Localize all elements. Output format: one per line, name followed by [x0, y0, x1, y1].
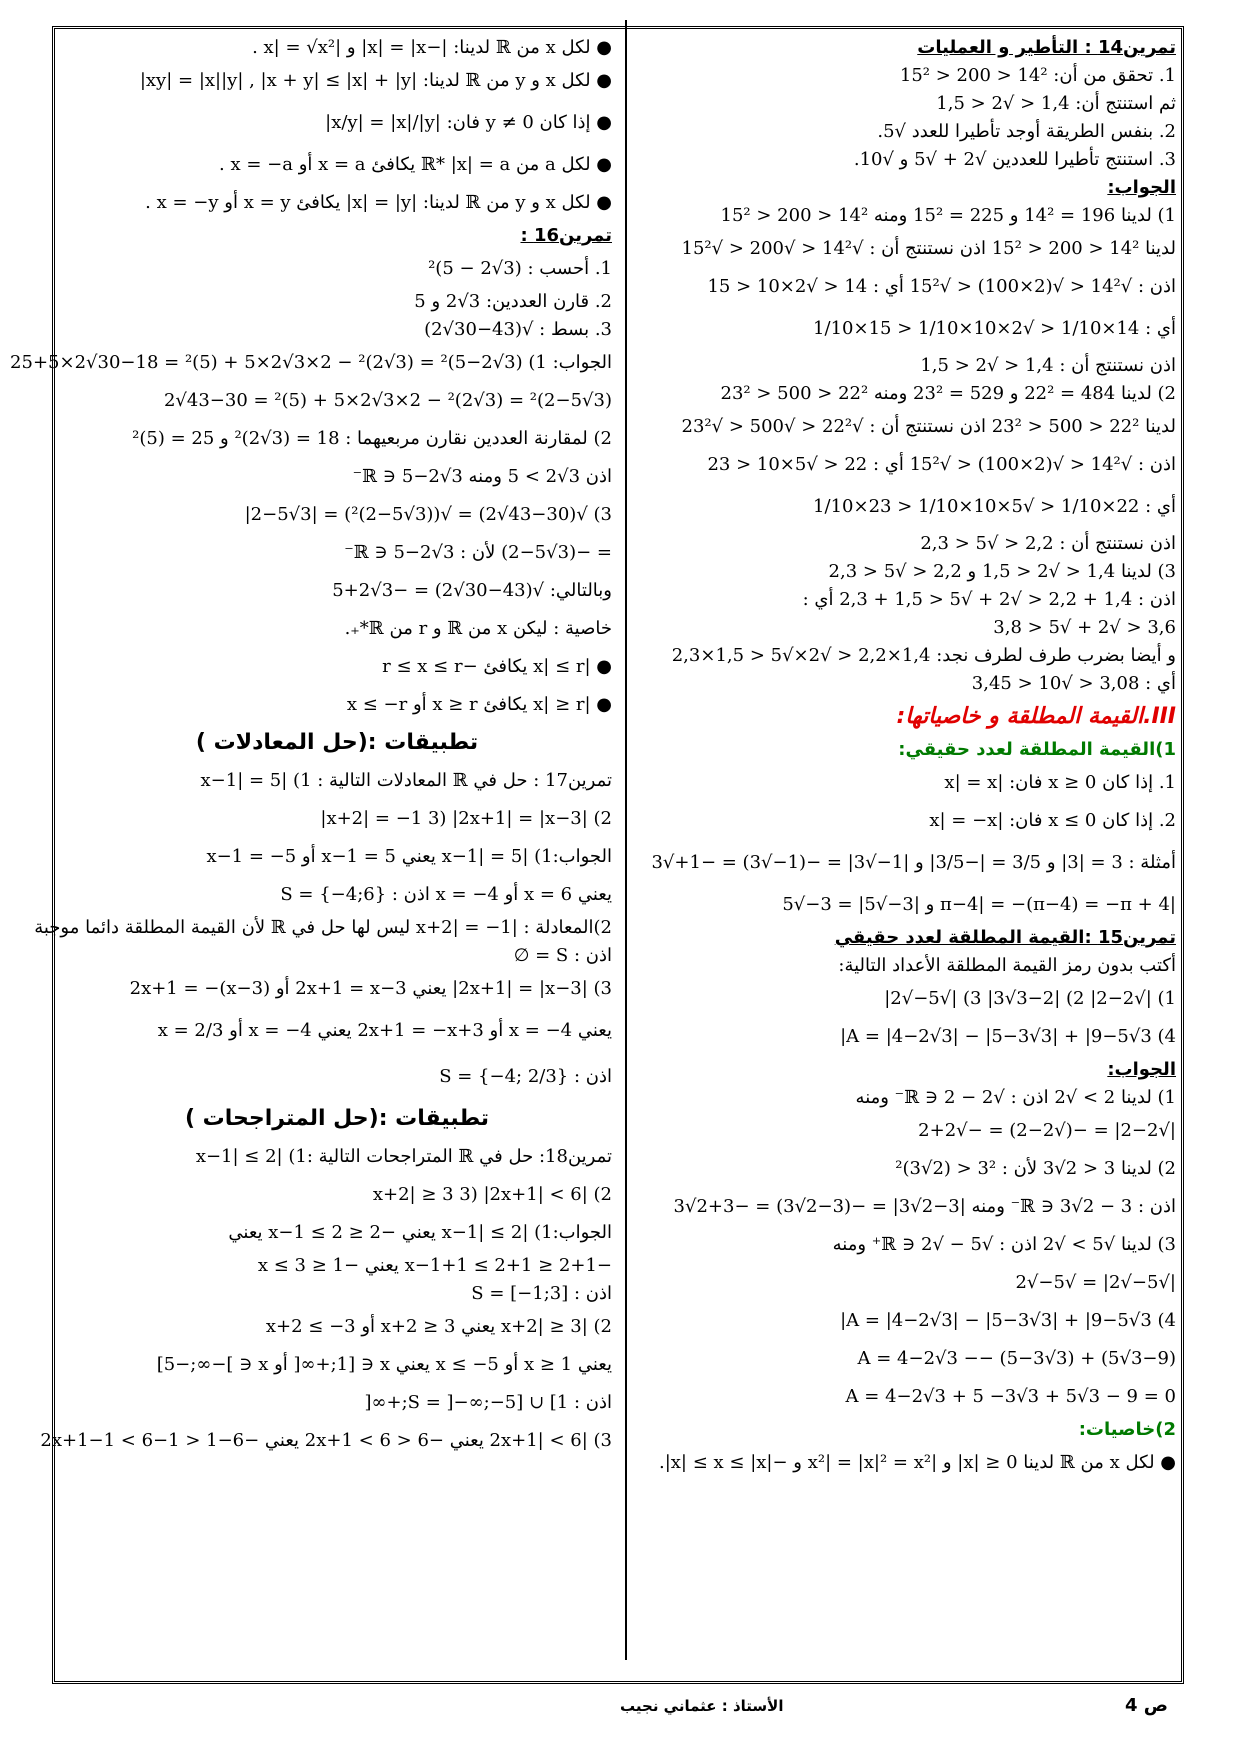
text-line: 1. تحقق من أن: 14² < 200 < 15² [899, 65, 1176, 86]
text-line: 3. استنتج تأطيرا للعددين √2 + √5 و √10. [853, 149, 1176, 170]
section-heading: III.القيمة المطلقة و خاصياتها: [896, 704, 1176, 729]
math-line: ● لكل x و y من ℝ لدينا: |xy| = |x||y| , |x + y| ≤ |x| + |y| [139, 70, 612, 91]
text-line: 2. بنفس الطريقة أوجد تأطيرا للعدد √5. [877, 121, 1176, 142]
math-line: 2) |x+2| ≥ 3 3) |2x+1| < 6 [372, 1184, 612, 1205]
exercise-heading: تمرين14 : التأطير و العمليات [917, 37, 1176, 58]
math-line: ● لكل a من ℝ* |x| = a يكافئ x = a أو x = −a . [219, 154, 612, 175]
math-line: الجواب: 1) (3√2−5)² = (3√2)² − 2×3√2×5 + (5)² = 18−30√2×5+25 [10, 352, 612, 373]
text-line: اذن : S = [−1;3] [471, 1283, 612, 1304]
text-line: اذن نستنتج أن : 1,4 < √2 < 1,5 [920, 355, 1176, 376]
left-column [10, 34, 612, 1460]
math-line: 1. أحسب : (3√2 − 5)² [428, 258, 612, 279]
author-name: الأستاذ : عثماني نجيب [620, 1697, 784, 1715]
text-line: و أيضا بضرب طرف لطرف نجد: 1,4×2,2 < √2×√5 < 1,5×2,3 [671, 645, 1176, 666]
math-line: ● إذا كان y ≠ 0 فان: |x/y| = |x|/|y| [325, 112, 612, 133]
text-line: 2) لدينا 484 = 22² و 529 = 23² ومنه 22² < 500 < 23² [720, 383, 1176, 404]
text-line: 1) لدينا 196 = 14² و 225 = 15² ومنه 14² < 200 < 15² [720, 205, 1176, 226]
text-line: ثم استنتج أن: 1,4 < √2 < 1,5 [936, 93, 1176, 114]
math-line: 4) A = |4−2√3| − |5−3√3| + |9−5√3| [840, 1310, 1176, 1331]
math-line: الجواب:1) |x−1| = 5 يعني x−1 = 5 أو x−1 = −5 [206, 846, 612, 867]
math-line: 1) |√2−2| 2) |3−2√3| 3) |√5−√2| [884, 988, 1176, 1009]
math-line: الجواب:1) |x−1| ≤ 2 يعني −2 ≤ x−1 ≤ 2 يعني [228, 1222, 612, 1243]
right-column [640, 34, 1176, 1482]
math-line: لدينا 14² < 200 < 15² اذن نستنتج أن : √14² < √200 < √15² [681, 238, 1176, 259]
text-line: أي : 3,08 < √10 < 3,45 [971, 673, 1176, 694]
text-line: 3,6 < √2 + √5 < 3,8 [993, 617, 1176, 638]
math-line: وبالتالي: √(43−30√2) = −3√2+5 [332, 580, 612, 601]
page-number: ص 4 [1124, 1695, 1168, 1716]
math-line: يعني x = −4 أو 2x+1 = −x+3 يعني x = −4 أو x = 2/3 [157, 1020, 612, 1041]
math-line: تمرين18: حل في ℝ المتراجحات التالية :1) |x−1| ≤ 2 [195, 1146, 612, 1167]
math-line: ● |x| ≥ r يكافئ x ≥ r أو x ≤ −r [346, 694, 612, 715]
math-line: أمثلة : 3 = |3| و 3/5 = |−3/5| و |1−√3| = −(1−√3) = −1+√3 [651, 852, 1176, 873]
text-line: ● لكل x من ℝ لدينا: |−x| = |x| و |x| = √x² . [252, 37, 612, 58]
exercise-heading: تمرين15 :القيمة المطلقة لعدد حقيقي [834, 927, 1176, 948]
text-line: 3) لدينا 1,4 < √2 < 1,5 و 2,2 < √5 < 2,3 [828, 561, 1176, 582]
math-line: 2) |x+2| ≥ 3 يعني x+2 ≥ 3 أو x+2 ≤ −3 [265, 1316, 612, 1337]
column-divider [625, 20, 627, 1660]
math-line: اذن : √14² < √(2×100) < √15² أي : 14 < √2×10 < 15 [707, 276, 1176, 297]
math-line: خاصية : ليكن x من ℝ و r من ℝ*₊. [344, 618, 612, 639]
text-line: 2. قارن العددين: 3√2 و 5 [414, 291, 612, 312]
text-line: 1) لدينا 2 > √2 اذن : √2 − 2 ∈ ℝ⁻ ومنه [855, 1087, 1176, 1108]
math-line: يعني x = 6 أو x = −4 اذن : S = {−4;6} [280, 884, 612, 905]
math-line: اذن : S = {−4; 2/3} [439, 1066, 612, 1087]
answer-heading: الجواب: [1107, 1059, 1176, 1080]
math-line: 4) A = |4−2√3| − |5−3√3| + |9−5√3| [840, 1026, 1176, 1047]
math-line: 2) لدينا 3 < 2√3 لأن : 3² < (2√3)² [895, 1158, 1176, 1179]
math-line: A = 4−2√3 −− (5−3√3) + (5√3−9) [857, 1348, 1176, 1369]
math-line: 2) لمقارنة العددين نقارن مربعيهما : 18 = (3√2)² و 25 = (5)² [132, 428, 612, 449]
page-footer [0, 1695, 1240, 1725]
math-line: ● لكل x من ℝ لدينا 0 ≤ |x| و |x²| = |x|² = x² و −|x| ≤ x ≤ |x|. [658, 1452, 1176, 1473]
math-line: (3√2−5)² = (3√2)² − 2×3√2×5 + (5)² = 43−30√2 [163, 390, 612, 411]
text-line: اذن : 1,4 + 2,2 < √2 + √5 < 1,5 + 2,3 أي : [802, 589, 1176, 610]
math-line: 1. إذا كان x ≥ 0 فان: |x| = x [944, 772, 1176, 793]
math-line: 2. إذا كان x ≤ 0 فان: |x| = −x [929, 810, 1176, 831]
math-line: اذن : S = ]−∞;−5] ∪ [1;+∞[ [364, 1392, 612, 1413]
math-line: A = 4−2√3 + 5 −3√3 + 5√3 − 9 = 0 [845, 1386, 1176, 1407]
math-line: 3) لدينا √5 > √2 اذن : √5 − √2 ∈ ℝ⁺ ومنه [832, 1234, 1176, 1255]
math-line: |π−4| = −(π−4) = −π + 4 و |3−√5| = 3−√5 [782, 894, 1176, 915]
math-line: 3) |2x+1| = |x−3| يعني 2x+1 = x−3 أو 2x+1 = −(x−3) [129, 978, 612, 999]
text-line: 3. بسط : √(43−30√2) [424, 319, 612, 340]
math-line: تمرين17 : حل في ℝ المعادلات التالية : 1) |x−1| = 5 [200, 770, 612, 791]
math-line: ● لكل x و y من ℝ لدينا: |x| = |y| يكافئ x = y أو x = −y . [145, 192, 612, 213]
math-line: لدينا 22² < 500 < 23² اذن نستنتج أن : √22² < √500 < √23² [681, 416, 1176, 437]
answer-heading: الجواب: [1107, 177, 1176, 198]
math-line: 3) √(43−30√2) = √((3√2−5)²) = |3√2−5| [244, 504, 612, 525]
math-line: = −(3√2−5) لأن : 3√2−5 ∈ ℝ⁻ [344, 542, 612, 563]
math-line: اذن : 3 − 2√3 ∈ ℝ⁻ ومنه |3−2√3| = −(3−2√3) = −3+2√3 [673, 1196, 1176, 1217]
applications-heading: تطبيقات :(حل المتراجحات ) [184, 1106, 490, 1131]
text-line: اذن : S = ∅ [513, 945, 612, 966]
math-line: اذن 3√2 > 5 ومنه 3√2−5 ∈ ℝ⁻ [352, 466, 612, 487]
math-line: أي : 22×1/10 < √5×10×1/10 < 23×1/10 [813, 496, 1176, 517]
text-line: −2+1 ≤ x−1+1 ≤ 2+1 يعني −1 ≤ x ≤ 3 [257, 1255, 612, 1276]
text-line: 2)المعادلة : |x+2| = −1 ليس لها حل في ℝ لأن القيمة المطلقة دائما موجبة [34, 917, 612, 938]
math-line: اذن : √14² < √(2×100) < √15² أي : 22 < √5×10 < 23 [707, 454, 1176, 475]
math-line: ● |x| ≤ r يكافئ −r ≤ x ≤ r [382, 656, 612, 677]
math-line: أي : 14×1/10 < √2×10×1/10 < 15×1/10 [813, 318, 1176, 339]
math-line: |√2−2| = −(√2−2) = −√2+2 [918, 1120, 1176, 1141]
exercise-heading: تمرين16 : [520, 225, 612, 246]
applications-heading: تطبيقات :(حل المعادلات ) [195, 730, 479, 755]
subsection-heading: 1)القيمة المطلقة لعدد حقيقي: [898, 739, 1176, 760]
math-line: يعني x ≥ 1 أو x ≤ −5 يعني x ∈ [1;+∞[ أو x ∈ ]−∞;−5] [156, 1354, 612, 1375]
text-line: اذن نستنتج أن : 2,2 < √5 < 2,3 [920, 533, 1176, 554]
subsection-heading: 2)خاصيات: [1078, 1419, 1176, 1440]
text-line: أكتب بدون رمز القيمة المطلقة الأعداد التالية: [838, 955, 1176, 976]
math-line: 2) |x+2| = −1 3) |2x+1| = |x−3| [320, 808, 612, 829]
math-line: 3) |2x+1| < 6 يعني −6 < 2x+1 < 6 يعني −6−1 < 2x+1−1 < 6−1 [40, 1430, 612, 1451]
math-line: |√5−√2| = √5−√2 [1015, 1272, 1176, 1293]
